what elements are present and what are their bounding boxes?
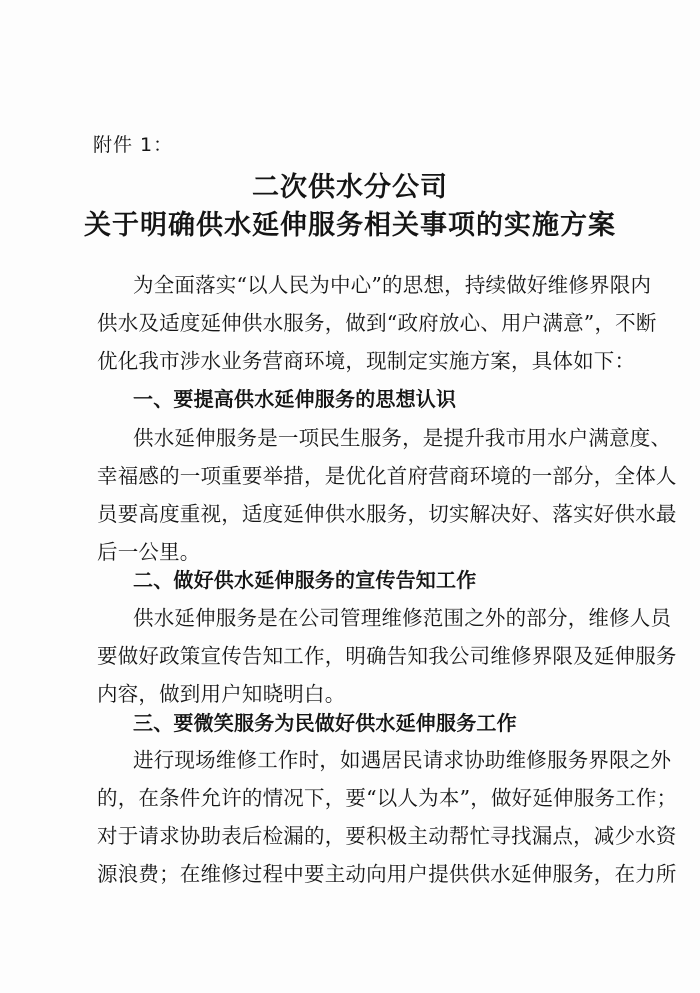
paragraph-line: 源浪费；在维修过程中要主动向用户提供供水延伸服务，在力所 [97, 862, 677, 886]
attachment-label: 附件 1： [93, 134, 174, 156]
paragraph-line: 供水延伸服务是在公司管理维修范围之外的部分，维修人员 [133, 606, 672, 630]
paragraph-line: 的，在条件允许的情况下，要“以人为本”，做好延伸服务工作； [97, 786, 678, 810]
paragraph-line: 供水及适度延伸供水服务，做到“政府放心、用户满意”，不断 [97, 311, 657, 335]
paragraph-line: 对于请求协助表后检漏的，要积极主动帮忙寻找漏点，减少水资 [97, 824, 677, 848]
paragraph-line: 优化我市涉水业务营商环境，现制定实施方案，具体如下： [97, 349, 636, 373]
paragraph-line: 幸福感的一项重要举措，是优化首府营商环境的一部分，全体人 [97, 464, 677, 488]
section-heading: 一、要提高供水延伸服务的思想认识 [133, 387, 457, 411]
paragraph-line: 内容，做到用户知晓明白。 [97, 682, 346, 706]
section-heading: 三、要微笑服务为民做好供水延伸服务工作 [133, 711, 517, 735]
paragraph-line: 供水延伸服务是一项民生服务，是提升我市用水户满意度、 [133, 426, 672, 450]
paragraph-line: 要做好政策宣传告知工作，明确告知我公司维修界限及延伸服务 [97, 644, 677, 668]
document-title-line-2: 关于明确供水延伸服务相关事项的实施方案 [84, 210, 616, 241]
paragraph-line: 后一公里。 [97, 540, 201, 564]
paragraph-line: 进行现场维修工作时，如遇居民请求协助维修服务界限之外 [133, 748, 672, 772]
paragraph-line: 为全面落实“以人民为中心”的思想，持续做好维修界限内 [133, 273, 652, 297]
document-title-line-1: 二次供水分公司 [252, 172, 448, 203]
paragraph-line: 员要高度重视，适度延伸供水服务，切实解决好、落实好供水最 [97, 502, 677, 526]
section-heading: 二、做好供水延伸服务的宣传告知工作 [133, 568, 477, 592]
